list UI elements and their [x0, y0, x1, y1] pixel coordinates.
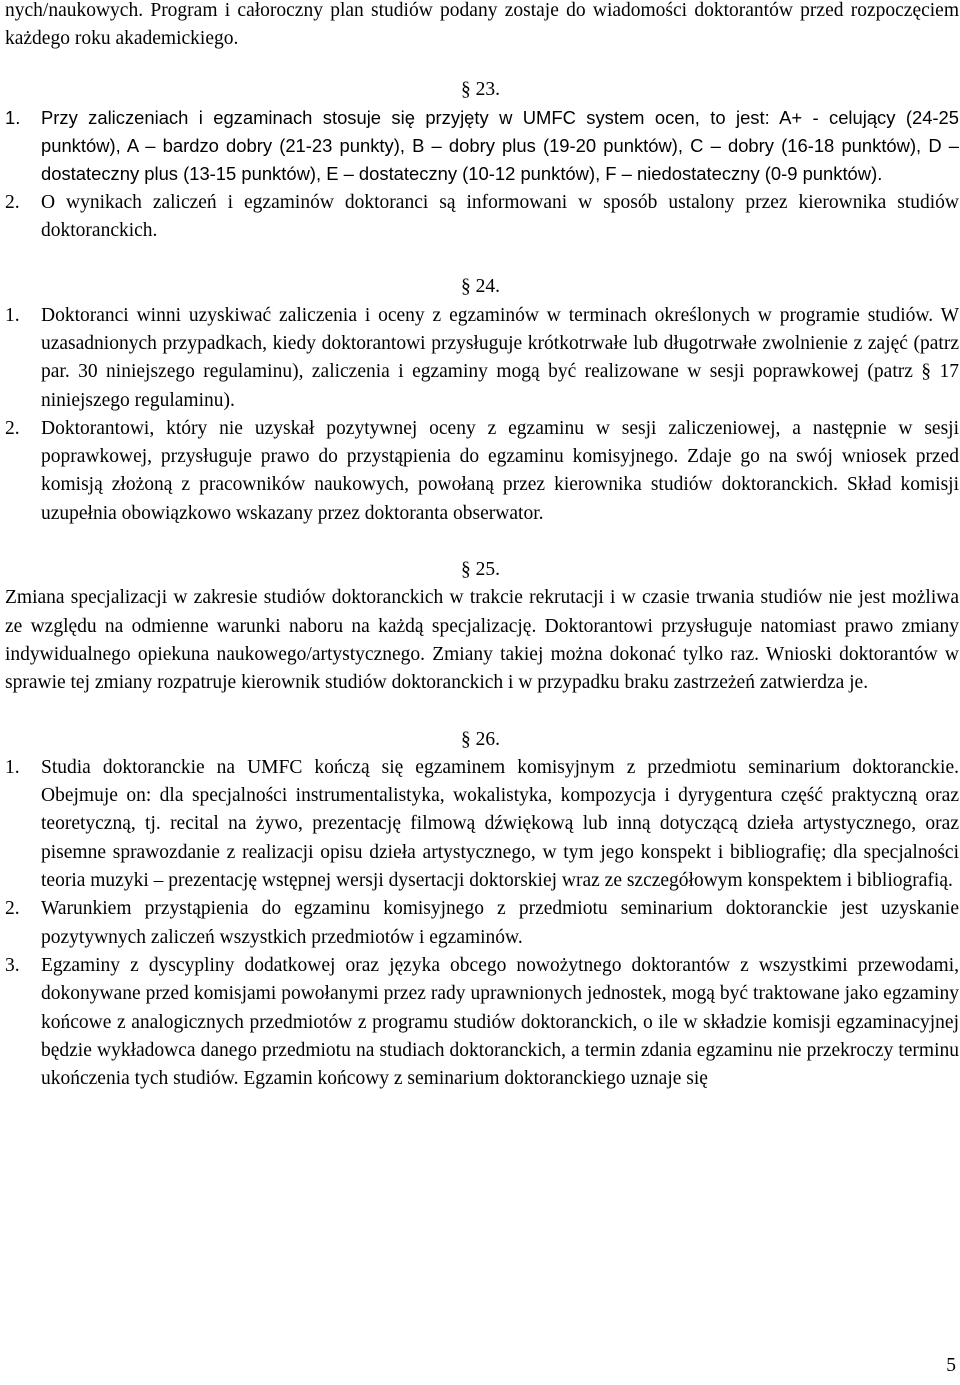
- section-heading-24: § 24.: [461, 276, 500, 298]
- item-text: Doktorantowi, który nie uzyskał pozytywnej oceny z egzaminu w sesji zaliczeniowej, a następnie w sesji poprawkowej, przysługuje prawo do przystąpienia do egzaminu komisyjnego. Zdaje go na swój wniosek przed komisją złożoną z pracowników naukowych, powołaną przez kierownika studiów doktoranckich. Skład komisji uzupełnia obowiązkowo wskazany przez doktoranta obserwator.: [41, 417, 959, 524]
- item-text: Doktoranci winni uzyskiwać zaliczenia i oceny z egzaminów w terminach określonych w programie studiów. W uzasadnionych przypadkach, kiedy doktorantowi przysługuje krótkotrwałe lub długotrwałe zwolnienie z zajęć (patrz par. 30 niniejszego regulaminu), zaliczenia i egzaminy mogą być realizowane w sesji poprawkowej (patrz § 17 niniejszego regulaminu).: [41, 304, 959, 411]
- list-item: [5, 302, 959, 415]
- item-text: O wynikach zaliczeń i egzaminów doktoranci są informowani w sposób ustalony przez kierownika studiów doktoranckich.: [41, 191, 959, 242]
- item-text: Warunkiem przystąpienia do egzaminu komisyjnego z przedmiotu seminarium doktoranckie jest uzyskanie pozytywnych zaliczeń wszystkich przedmiotów i egzaminów.: [41, 898, 959, 948]
- item-number: 1.: [5, 304, 20, 326]
- list-item: [5, 104, 959, 189]
- list-item: [5, 189, 959, 246]
- item-text: Studia doktoranckie na UMFC kończą się egzaminem komisyjnym z przedmiotu seminarium doktoranckie. Obejmuje on: dla specjalności instrumentalistyka, wokalistyka, kompozycja i dyrygentura część praktyczną oraz teoretyczną, tj. recital na żywo, prezentację filmową dźwiękową lub inną dotyczącą dzieła artystycznego, oraz pisemne sprawozdanie z realizacji opisu dzieła artystycznego, w tym jego konspekt i bibliografię; dla specjalności teoria muzyki – prezentację wstępnej wersji dysertacji doktorskiej wraz ze szczegółowym konspektem i bibliografią.: [41, 756, 959, 892]
- list-item: [5, 952, 959, 1093]
- list-item: [5, 895, 959, 952]
- item-text: Egzaminy z dyscypliny dodatkowej oraz języka obcego nowożytnego doktorantów z wszystkimi przewodami, dokonywane przed komisjami powołanymi przez rady uprawnionych jednostek, mogą być traktowane jako egzaminy końcowe z analogicznych przedmiotów z programu studiów doktoranckich, o ile w składzie komisji egzaminacyjnej będzie wykładowca danego przedmiotu na studiach doktoranckich, a termin zdania egzaminu nie przekroczy terminu ukończenia tych studiów. Egzamin końcowy z seminarium doktoranckiego uznaje się: [41, 954, 959, 1090]
- item-number: 2.: [5, 417, 20, 439]
- item-number: 2.: [5, 898, 20, 920]
- item-text: Przy zaliczeniach i egzaminach stosuje się przyjęty w UMFC system ocen, to jest: A+ - celujący (24-25 punktów), A – bardzo dobry (21-23 punkty), B – dobry plus (19-20 punktów), C – dobry (16-18 punktów), D – dostateczny plus (13-15 punktów), E – dostateczny (10-12 punktów), F – niedostateczny (0-9 punktów).: [41, 106, 959, 185]
- section-heading-26: § 26.: [461, 728, 500, 750]
- page-number: 5: [946, 1355, 956, 1376]
- list-item: [5, 754, 959, 895]
- intro-paragraph: nych/naukowych. Program i całoroczny plan studiów podany zostaje do wiadomości doktorantów przed rozpoczęciem każdego roku akademickiego.: [5, 0, 959, 50]
- item-number: 1.: [5, 756, 20, 778]
- item-number: 2.: [5, 191, 20, 213]
- section-25-paragraph: Zmiana specjalizacji w zakresie studiów doktoranckich w trakcie rekrutacji i w czasie trwania studiów nie jest możliwa ze względu na odmienne warunki naboru na każdą specjalizację. Doktorantowi przysługuje natomiast prawo zmiany indywidualnego opiekuna naukowego/artystycznego. Zmiany takiej można dokonać tylko raz. Wnioski doktorantów w sprawie tej zmiany rozpatruje kierownik studiów doktoranckich i w przypadku braku zastrzeżeń zatwierdza je.: [5, 587, 959, 694]
- list-item: [5, 415, 959, 528]
- section-heading-25: § 25.: [461, 559, 500, 581]
- item-number: 1.: [5, 106, 21, 128]
- section-heading-23: § 23.: [461, 78, 500, 100]
- document-page: [5, 0, 959, 1093]
- item-number: 3.: [5, 954, 20, 976]
